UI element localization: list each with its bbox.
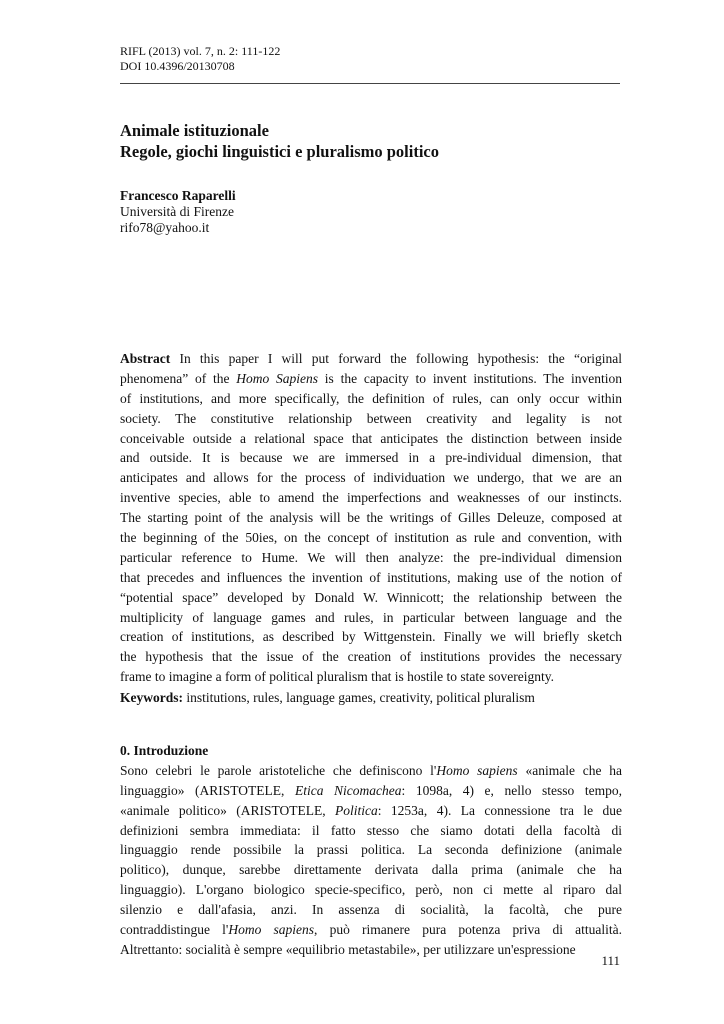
page-number: 111 [601, 953, 620, 968]
introduction-section [120, 741, 622, 960]
keywords [120, 688, 622, 708]
author-block [120, 188, 236, 236]
text-run: : 1253a, 4). La connessione tra le due [377, 802, 622, 818]
journal-header [120, 44, 280, 74]
intro-line [120, 840, 622, 860]
paper-title [120, 120, 439, 162]
abstract-line [120, 627, 622, 647]
text-run: silenzio e dall'afasia, anzi. In assenza di socialità, la facoltà, che pure [120, 902, 622, 918]
text-run: conceivable outside a relational space that anticipates the distinction between inside [120, 430, 622, 446]
text-run: of institutions, and more specifically, the definition of rules, can only occur within [120, 390, 622, 406]
intro-line [120, 801, 622, 821]
text-run: linguaggio» (ARISTOTELE, [120, 782, 295, 798]
abstract [120, 349, 622, 687]
author-affiliation: Università di Firenze [120, 204, 234, 219]
text-run: In this paper I will put forward the following hypothesis: the “original [170, 351, 622, 366]
text-run: , può rimanere pura potenza priva di attualità. [314, 922, 622, 938]
text-run: : 1098a, 4) e, nello stesso tempo, [401, 782, 622, 798]
abstract-line [120, 548, 622, 568]
text-run: the hypothesis that the issue of the creation of institutions provides the necessary [120, 649, 622, 665]
author-email: rifo78@yahoo.it [120, 220, 210, 235]
intro-line [120, 940, 622, 960]
text-run: contraddistingue l' [120, 922, 229, 938]
intro-line [120, 880, 622, 900]
text-run: the beginning of the 50ies, on the concept of institution as rule and convention, with [120, 530, 622, 546]
abstract-line [120, 409, 622, 429]
italic-term: Etica Nicomachea [294, 782, 402, 798]
abstract-line [120, 528, 622, 548]
text-run: Sono celebri le parole aristoteliche che definiscono l' [120, 762, 437, 778]
abstract-line [120, 568, 622, 588]
keywords-text: institutions, rules, language games, creativity, political pluralism [183, 690, 535, 705]
text-run: Altrettanto: socialità è sempre «equilibrio metastabile», per utilizzare un'espressione [120, 941, 576, 957]
abstract-line [120, 429, 622, 449]
text-run: definizioni sembra immediata: il fatto stesso che siamo dotati della facoltà di [120, 822, 622, 838]
italic-term: Homo Sapiens [236, 370, 319, 386]
doi: DOI 10.4396/20130708 [120, 59, 235, 73]
abstract-label: Abstract [120, 351, 171, 366]
text-run: frame to imagine a form of political pluralism that is hostile to state sovereignty. [120, 669, 555, 685]
text-run: «animale che ha [517, 762, 622, 778]
abstract-line [120, 468, 622, 488]
text-run: linguaggio). L'organo biologico specie-specifico, però, non ci mette al riparo dal [120, 882, 622, 898]
abstract-line [120, 608, 622, 628]
intro-line [120, 781, 622, 801]
abstract-line [120, 508, 622, 528]
text-run: is the capacity to invent institutions. The invention [318, 370, 622, 386]
text-run: anticipates and allows for the process of individuation we undergo, that we are an [120, 470, 622, 486]
text-run: The starting point of the analysis will be the writings of Gilles Deleuze, composed at [120, 510, 622, 526]
italic-term: Homo sapiens [436, 762, 518, 778]
abstract-line [120, 588, 622, 608]
text-run: particular reference to Hume. We will then analyze: the pre-individual dimension [120, 549, 622, 565]
text-run: multiplicity of language games and rules, in particular between language and the [120, 609, 622, 625]
abstract-line [120, 667, 622, 687]
abstract-line [120, 389, 622, 409]
text-run: and outside. It is because we are immersed in a pre-individual dimension, that [120, 450, 622, 466]
text-run: society. The constitutive relationship between creativity and legality is not [120, 410, 622, 426]
text-run: inventive species, able to amend the imperfections and weaknesses of our instincts. [120, 490, 622, 506]
italic-term: Homo sapiens [228, 922, 315, 938]
intro-line [120, 761, 622, 781]
intro-line [120, 860, 622, 880]
header-divider [120, 83, 620, 84]
keywords-label: Keywords: [120, 690, 183, 705]
title-line-2: Regole, giochi linguistici e pluralismo politico [120, 142, 439, 161]
abstract-line [120, 448, 622, 468]
text-run: politico), dunque, sarebbe direttamente derivata dalla prima (animale che ha [120, 862, 622, 878]
text-run: “potential space” developed by Donald W. Winnicott; the relationship between the [120, 589, 622, 605]
intro-line [120, 821, 622, 841]
author-name: Francesco Raparelli [120, 188, 236, 203]
abstract-line [120, 647, 622, 667]
text-run: phenomena” of the [120, 370, 237, 386]
abstract-line [120, 369, 622, 389]
italic-term: Politica [335, 802, 378, 818]
section-heading: 0. Introduzione [120, 743, 209, 758]
intro-line [120, 900, 622, 920]
abstract-line [120, 488, 622, 508]
text-run: «animale politico» (ARISTOTELE, [120, 802, 336, 818]
abstract-line [120, 349, 622, 369]
text-run: linguaggio rende possibile la prassi politica. La seconda definizione (animale [120, 842, 622, 858]
intro-line [120, 920, 622, 940]
text-run: creation of institutions, as described by Wittgenstein. Finally we will briefly sketch [120, 629, 622, 645]
journal-citation: RIFL (2013) vol. 7, n. 2: 111-122 [120, 44, 281, 58]
text-run: that precedes and influences the invention of institutions, making use of the notion of [120, 569, 622, 585]
title-line-1: Animale istituzionale [120, 121, 269, 140]
